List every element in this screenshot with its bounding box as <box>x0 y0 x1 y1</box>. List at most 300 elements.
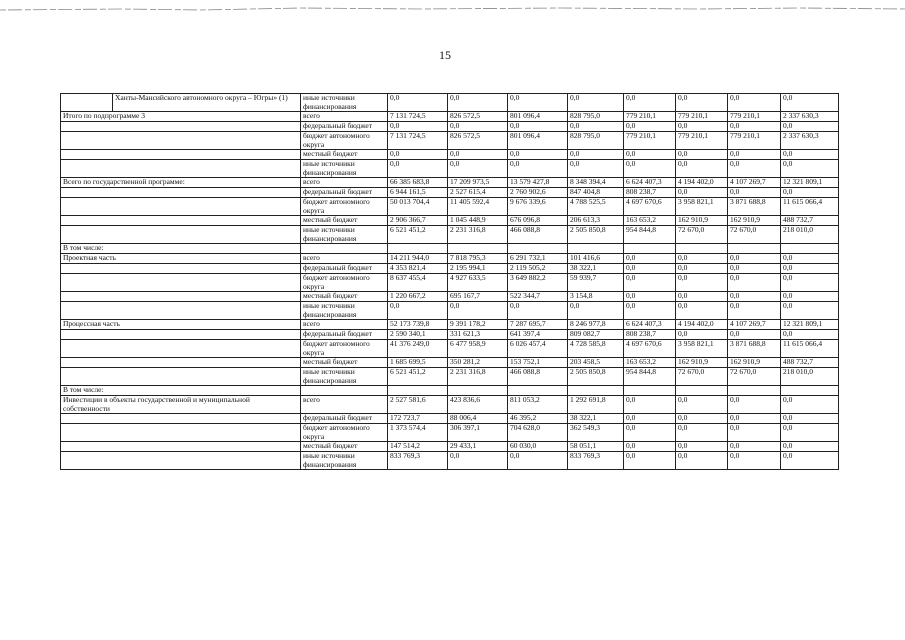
financing-table <box>60 93 839 470</box>
value-cell: 7 131 724,5 <box>388 132 448 150</box>
row-label-cell <box>61 424 301 442</box>
value-cell: 72 670,0 <box>728 368 781 386</box>
value-cell: 0,0 <box>781 188 839 198</box>
value-cell: 0,0 <box>676 302 728 320</box>
row-label-cell <box>61 160 301 178</box>
funding-source-cell: иные источники финансирования <box>301 368 388 386</box>
value-cell: 0,0 <box>676 396 728 414</box>
value-cell: 11 615 066,4 <box>781 340 839 358</box>
value-cell <box>568 244 624 254</box>
value-cell: 1 045 448,9 <box>448 216 508 226</box>
value-cell: 0,0 <box>448 150 508 160</box>
value-cell: 0,0 <box>676 292 728 302</box>
value-cell: 0,0 <box>728 94 781 112</box>
funding-source-cell: федеральный бюджет <box>301 188 388 198</box>
value-cell: 3 871 688,8 <box>728 198 781 216</box>
scan-top-edge <box>0 4 905 14</box>
value-cell: 779 210,1 <box>624 112 676 122</box>
value-cell <box>448 386 508 396</box>
value-cell: 488 732,7 <box>781 358 839 368</box>
table-row <box>61 216 839 226</box>
value-cell: 6 944 161,5 <box>388 188 448 198</box>
value-cell: 0,0 <box>676 254 728 264</box>
value-cell: 162 910,9 <box>676 216 728 226</box>
value-cell: 72 670,0 <box>676 368 728 386</box>
value-cell: 4 927 633,5 <box>448 274 508 292</box>
value-cell: 833 769,3 <box>568 452 624 470</box>
value-cell: 0,0 <box>781 254 839 264</box>
value-cell: 522 344,7 <box>508 292 568 302</box>
value-cell: 641 397,4 <box>508 330 568 340</box>
value-cell: 1 373 574,4 <box>388 424 448 442</box>
funding-source-cell: местный бюджет <box>301 150 388 160</box>
row-label-cell <box>61 216 301 226</box>
value-cell <box>676 244 728 254</box>
value-cell: 0,0 <box>676 150 728 160</box>
value-cell: 2 505 850,8 <box>568 226 624 244</box>
value-cell: 0,0 <box>781 330 839 340</box>
value-cell: 6 521 451,2 <box>388 368 448 386</box>
value-cell: 4 353 821,4 <box>388 264 448 274</box>
funding-source-cell: бюджет автономного округа <box>301 132 388 150</box>
value-cell: 0,0 <box>781 442 839 452</box>
value-cell <box>676 386 728 396</box>
value-cell: 0,0 <box>624 122 676 132</box>
value-cell: 0,0 <box>781 424 839 442</box>
value-cell: 0,0 <box>728 264 781 274</box>
row-label-cell <box>61 340 301 358</box>
value-cell: 0,0 <box>728 122 781 132</box>
table-row <box>61 320 839 330</box>
value-cell: 0,0 <box>508 452 568 470</box>
table-row <box>61 452 839 470</box>
value-cell: 6 624 407,3 <box>624 320 676 330</box>
table-row <box>61 150 839 160</box>
value-cell: 6 521 451,2 <box>388 226 448 244</box>
value-cell: 0,0 <box>728 160 781 178</box>
value-cell: 4 697 670,6 <box>624 198 676 216</box>
value-cell: 0,0 <box>781 264 839 274</box>
value-cell: 162 910,9 <box>728 216 781 226</box>
row-label-cell <box>61 302 301 320</box>
value-cell: 163 653,2 <box>624 216 676 226</box>
value-cell: 72 670,0 <box>728 226 781 244</box>
value-cell: 0,0 <box>728 254 781 264</box>
funding-source-cell: иные источники финансирования <box>301 452 388 470</box>
table-row <box>61 188 839 198</box>
value-cell: 3 871 688,8 <box>728 340 781 358</box>
value-cell: 218 010,0 <box>781 368 839 386</box>
value-cell: 0,0 <box>676 188 728 198</box>
value-cell: 1 685 699,5 <box>388 358 448 368</box>
value-cell: 466 088,8 <box>508 226 568 244</box>
value-cell: 3 958 821,1 <box>676 198 728 216</box>
page-number: 15 <box>439 48 451 62</box>
funding-source-cell: всего <box>301 320 388 330</box>
value-cell: 0,0 <box>448 452 508 470</box>
value-cell: 7 818 795,3 <box>448 254 508 264</box>
row-label-cell <box>61 330 301 340</box>
value-cell: 29 433,1 <box>448 442 508 452</box>
value-cell: 88 006,4 <box>448 414 508 424</box>
table-row <box>61 178 839 188</box>
table-row <box>61 274 839 292</box>
value-cell: 2 119 505,2 <box>508 264 568 274</box>
value-cell: 0,0 <box>568 150 624 160</box>
value-cell: 808 238,7 <box>624 330 676 340</box>
value-cell: 0,0 <box>781 414 839 424</box>
value-cell: 0,0 <box>624 254 676 264</box>
value-cell <box>781 386 839 396</box>
value-cell <box>568 386 624 396</box>
row-label-cell: В том числе: <box>61 244 301 254</box>
value-cell: 46 395,2 <box>508 414 568 424</box>
table-row <box>61 340 839 358</box>
value-cell: 954 844,8 <box>624 368 676 386</box>
value-cell: 0,0 <box>508 160 568 178</box>
value-cell: 2 906 366,7 <box>388 216 448 226</box>
value-cell: 0,0 <box>624 414 676 424</box>
value-cell: 1 220 667,2 <box>388 292 448 302</box>
value-cell: 0,0 <box>624 424 676 442</box>
value-cell: 350 281,2 <box>448 358 508 368</box>
funding-source-cell: иные источники финансирования <box>301 302 388 320</box>
row-label-cell: Итого по подпрограмме 3 <box>61 112 301 122</box>
value-cell: 0,0 <box>508 94 568 112</box>
value-cell <box>508 386 568 396</box>
value-cell: 60 030,0 <box>508 442 568 452</box>
funding-source-cell: федеральный бюджет <box>301 414 388 424</box>
table-row <box>61 160 839 178</box>
funding-source-cell: всего <box>301 112 388 122</box>
value-cell: 0,0 <box>781 292 839 302</box>
value-cell: 6 477 958,9 <box>448 340 508 358</box>
value-cell: 0,0 <box>388 302 448 320</box>
funding-source-cell: местный бюджет <box>301 358 388 368</box>
value-cell: 3 154,8 <box>568 292 624 302</box>
value-cell: 38 322,1 <box>568 264 624 274</box>
value-cell: 0,0 <box>728 188 781 198</box>
value-cell: 0,0 <box>568 122 624 132</box>
value-cell: 4 697 670,6 <box>624 340 676 358</box>
value-cell: 172 723,7 <box>388 414 448 424</box>
value-cell: 0,0 <box>624 452 676 470</box>
value-cell <box>388 386 448 396</box>
value-cell: 58 051,1 <box>568 442 624 452</box>
table-row <box>61 254 839 264</box>
table-row <box>61 368 839 386</box>
value-cell: 801 096,4 <box>508 132 568 150</box>
table-row <box>61 122 839 132</box>
value-cell: 0,0 <box>728 274 781 292</box>
funding-source-cell: местный бюджет <box>301 216 388 226</box>
value-cell: 7 131 724,5 <box>388 112 448 122</box>
value-cell: 4 194 402,0 <box>676 320 728 330</box>
value-cell: 0,0 <box>728 452 781 470</box>
value-cell: 826 572,5 <box>448 112 508 122</box>
row-label-cell <box>61 274 301 292</box>
row-name-cell: Ханты-Мансийского автономного округа – Югры» (1) <box>113 94 301 112</box>
funding-source-cell: иные источники финансирования <box>301 94 388 112</box>
value-cell: 0,0 <box>728 424 781 442</box>
value-cell: 7 287 695,7 <box>508 320 568 330</box>
value-cell: 163 653,2 <box>624 358 676 368</box>
value-cell: 2 505 850,8 <box>568 368 624 386</box>
funding-source-cell: федеральный бюджет <box>301 122 388 132</box>
value-cell: 0,0 <box>781 122 839 132</box>
value-cell: 0,0 <box>728 330 781 340</box>
value-cell: 695 167,7 <box>448 292 508 302</box>
value-cell: 203 458,5 <box>568 358 624 368</box>
value-cell: 0,0 <box>728 396 781 414</box>
value-cell: 41 376 249,0 <box>388 340 448 358</box>
value-cell <box>624 386 676 396</box>
table-row <box>61 330 839 340</box>
value-cell: 8 246 977,8 <box>568 320 624 330</box>
value-cell: 2 527 581,6 <box>388 396 448 414</box>
value-cell: 2 337 630,3 <box>781 112 839 122</box>
funding-source-cell: местный бюджет <box>301 442 388 452</box>
value-cell: 8 348 394,4 <box>568 178 624 188</box>
table-row <box>61 112 839 122</box>
value-cell: 4 194 402,0 <box>676 178 728 188</box>
row-label-cell <box>61 122 301 132</box>
value-cell <box>781 244 839 254</box>
value-cell: 0,0 <box>624 442 676 452</box>
value-cell: 779 210,1 <box>728 132 781 150</box>
row-label-cell <box>61 292 301 302</box>
value-cell: 0,0 <box>388 122 448 132</box>
row-label-cell <box>61 150 301 160</box>
value-cell: 0,0 <box>676 264 728 274</box>
table-row <box>61 226 839 244</box>
value-cell: 50 013 704,4 <box>388 198 448 216</box>
row-label-cell <box>61 264 301 274</box>
row-label-cell <box>61 188 301 198</box>
value-cell: 12 321 809,1 <box>781 178 839 188</box>
value-cell: 488 732,7 <box>781 216 839 226</box>
row-label-cell: Процессная часть <box>61 320 301 330</box>
funding-source-cell: всего <box>301 178 388 188</box>
row-label-cell <box>61 198 301 216</box>
value-cell: 0,0 <box>676 94 728 112</box>
value-cell: 828 795,0 <box>568 112 624 122</box>
funding-source-cell: местный бюджет <box>301 292 388 302</box>
value-cell: 833 769,3 <box>388 452 448 470</box>
table-row <box>61 424 839 442</box>
funding-source-cell: федеральный бюджет <box>301 264 388 274</box>
value-cell: 0,0 <box>728 302 781 320</box>
value-cell: 0,0 <box>448 302 508 320</box>
value-cell: 0,0 <box>781 396 839 414</box>
value-cell: 162 910,9 <box>728 358 781 368</box>
value-cell: 206 613,3 <box>568 216 624 226</box>
value-cell: 0,0 <box>448 160 508 178</box>
value-cell: 0,0 <box>508 302 568 320</box>
row-empty-cell <box>61 94 113 112</box>
funding-source-cell: всего <box>301 254 388 264</box>
value-cell: 14 211 944,0 <box>388 254 448 264</box>
value-cell: 0,0 <box>448 94 508 112</box>
value-cell: 704 628,0 <box>508 424 568 442</box>
row-label-cell: Проектная часть <box>61 254 301 264</box>
row-label-cell <box>61 358 301 368</box>
value-cell: 3 649 882,2 <box>508 274 568 292</box>
row-label-cell: В том числе: <box>61 386 301 396</box>
row-label-cell <box>61 226 301 244</box>
value-cell: 4 107 269,7 <box>728 320 781 330</box>
value-cell: 38 322,1 <box>568 414 624 424</box>
value-cell: 0,0 <box>781 94 839 112</box>
funding-source-cell: всего <box>301 396 388 414</box>
value-cell: 0,0 <box>624 94 676 112</box>
value-cell: 0,0 <box>728 414 781 424</box>
value-cell: 826 572,5 <box>448 132 508 150</box>
funding-source-cell: иные источники финансирования <box>301 226 388 244</box>
value-cell: 13 579 427,8 <box>508 178 568 188</box>
value-cell: 828 795,0 <box>568 132 624 150</box>
value-cell: 12 321 809,1 <box>781 320 839 330</box>
funding-source-cell: бюджет автономного округа <box>301 424 388 442</box>
value-cell: 9 676 339,6 <box>508 198 568 216</box>
value-cell: 1 292 691,8 <box>568 396 624 414</box>
funding-source-cell: бюджет автономного округа <box>301 340 388 358</box>
value-cell: 4 728 585,8 <box>568 340 624 358</box>
value-cell <box>728 386 781 396</box>
value-cell: 11 405 592,4 <box>448 198 508 216</box>
value-cell: 811 053,2 <box>508 396 568 414</box>
value-cell: 59 939,7 <box>568 274 624 292</box>
value-cell: 0,0 <box>676 160 728 178</box>
row-label-cell <box>61 368 301 386</box>
funding-source-cell: бюджет автономного округа <box>301 198 388 216</box>
value-cell: 466 088,8 <box>508 368 568 386</box>
table-row <box>61 244 839 254</box>
value-cell <box>624 244 676 254</box>
value-cell: 2 760 902,6 <box>508 188 568 198</box>
funding-source-cell <box>301 386 388 396</box>
table-row <box>61 358 839 368</box>
value-cell: 779 210,1 <box>676 132 728 150</box>
value-cell: 0,0 <box>624 150 676 160</box>
table-row <box>61 292 839 302</box>
value-cell: 66 385 683,8 <box>388 178 448 188</box>
value-cell: 809 082,7 <box>568 330 624 340</box>
value-cell: 6 291 732,1 <box>508 254 568 264</box>
table-row <box>61 264 839 274</box>
value-cell: 0,0 <box>781 452 839 470</box>
value-cell: 0,0 <box>781 150 839 160</box>
value-cell: 0,0 <box>676 442 728 452</box>
value-cell: 9 391 178,2 <box>448 320 508 330</box>
value-cell: 0,0 <box>781 274 839 292</box>
value-cell: 801 096,4 <box>508 112 568 122</box>
value-cell: 8 637 455,4 <box>388 274 448 292</box>
value-cell: 0,0 <box>781 302 839 320</box>
table-row <box>61 94 839 112</box>
funding-source-cell: бюджет автономного округа <box>301 274 388 292</box>
value-cell: 0,0 <box>676 330 728 340</box>
table-row <box>61 198 839 216</box>
value-cell: 423 836,6 <box>448 396 508 414</box>
value-cell: 0,0 <box>728 442 781 452</box>
value-cell: 11 615 066,4 <box>781 198 839 216</box>
value-cell: 2 590 340,1 <box>388 330 448 340</box>
value-cell: 0,0 <box>624 396 676 414</box>
table-row <box>61 442 839 452</box>
value-cell: 331 621,3 <box>448 330 508 340</box>
value-cell: 362 549,3 <box>568 424 624 442</box>
value-cell: 0,0 <box>624 160 676 178</box>
funding-source-cell: иные источники финансирования <box>301 160 388 178</box>
table-row <box>61 302 839 320</box>
table-row <box>61 414 839 424</box>
value-cell: 6 624 407,3 <box>624 178 676 188</box>
value-cell: 0,0 <box>388 150 448 160</box>
value-cell: 0,0 <box>624 274 676 292</box>
value-cell: 6 026 457,4 <box>508 340 568 358</box>
value-cell: 847 404,8 <box>568 188 624 198</box>
value-cell: 0,0 <box>676 414 728 424</box>
value-cell: 0,0 <box>568 160 624 178</box>
value-cell: 162 910,9 <box>676 358 728 368</box>
value-cell <box>388 244 448 254</box>
value-cell: 2 231 316,8 <box>448 226 508 244</box>
value-cell: 0,0 <box>508 122 568 132</box>
value-cell: 0,0 <box>568 94 624 112</box>
value-cell: 147 514,2 <box>388 442 448 452</box>
value-cell: 0,0 <box>676 424 728 442</box>
value-cell: 2 337 630,3 <box>781 132 839 150</box>
value-cell: 72 670,0 <box>676 226 728 244</box>
table-row <box>61 386 839 396</box>
value-cell: 676 096,8 <box>508 216 568 226</box>
value-cell: 306 397,1 <box>448 424 508 442</box>
value-cell: 0,0 <box>508 150 568 160</box>
value-cell: 808 238,7 <box>624 188 676 198</box>
value-cell: 0,0 <box>388 94 448 112</box>
value-cell: 101 416,6 <box>568 254 624 264</box>
row-label-cell: Инвестиции в объекты государственной и муниципальной собственности <box>61 396 301 414</box>
value-cell: 779 210,1 <box>676 112 728 122</box>
value-cell: 0,0 <box>676 274 728 292</box>
value-cell <box>448 244 508 254</box>
table-row <box>61 132 839 150</box>
value-cell: 3 958 821,1 <box>676 340 728 358</box>
value-cell: 0,0 <box>781 160 839 178</box>
row-label-cell <box>61 452 301 470</box>
funding-source-cell: федеральный бюджет <box>301 330 388 340</box>
value-cell: 153 752,1 <box>508 358 568 368</box>
value-cell: 0,0 <box>624 292 676 302</box>
value-cell: 779 210,1 <box>624 132 676 150</box>
value-cell: 0,0 <box>624 264 676 274</box>
value-cell: 0,0 <box>676 122 728 132</box>
funding-source-cell <box>301 244 388 254</box>
value-cell: 2 527 615,4 <box>448 188 508 198</box>
row-label-cell <box>61 414 301 424</box>
value-cell: 779 210,1 <box>728 112 781 122</box>
value-cell: 0,0 <box>388 160 448 178</box>
value-cell: 0,0 <box>676 452 728 470</box>
table-row <box>61 396 839 414</box>
value-cell: 954 844,8 <box>624 226 676 244</box>
value-cell <box>508 244 568 254</box>
value-cell: 52 173 739,8 <box>388 320 448 330</box>
value-cell: 0,0 <box>568 302 624 320</box>
value-cell: 0,0 <box>448 122 508 132</box>
value-cell: 2 231 316,8 <box>448 368 508 386</box>
